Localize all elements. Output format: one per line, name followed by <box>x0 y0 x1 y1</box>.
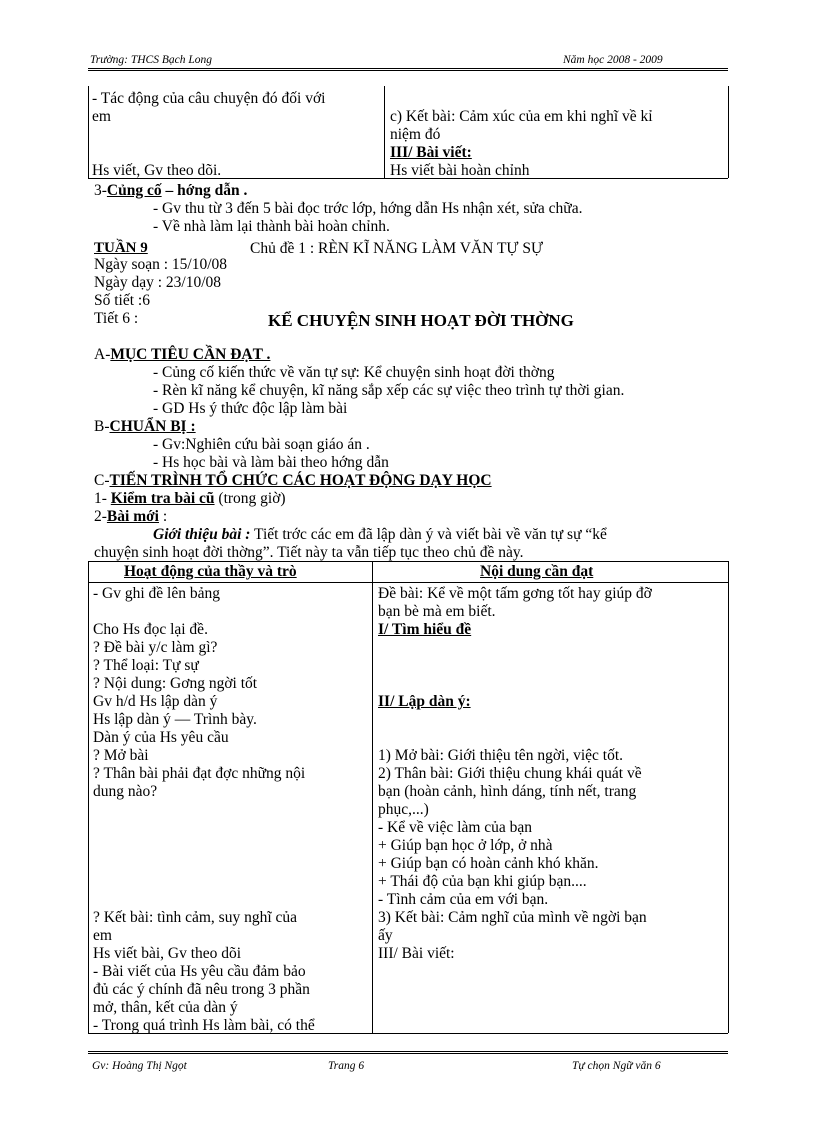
content-line: 3) Kết bài: Cảm nghĩ của mình về ngời bạn <box>378 909 647 926</box>
topic-label: Chủ đề 1 : <box>250 240 315 257</box>
footer-rule <box>88 1051 728 1054</box>
topic-title: RÈN KĨ NĂNG LÀM VĂN TỰ SỰ <box>318 240 543 257</box>
intro-label: Giới thiệu bài : <box>153 526 251 543</box>
main-table-mid <box>372 561 373 1033</box>
top-table-border-left <box>88 86 89 178</box>
sectionA-item-3: - GD Hs ý thức độc lập làm bài <box>153 400 348 417</box>
activity-line: ? Nội dung: Gơng ngời tốt <box>93 675 258 692</box>
section3-heading-b: – hớng dẫn . <box>161 182 248 199</box>
main-table-right <box>728 561 729 1033</box>
sectionB-item-1: - Gv:Nghiên cứu bài soạn giáo án . <box>153 436 370 453</box>
sectionA-heading <box>94 346 270 363</box>
intro-text-1: Tiết trớc các em đã lập dàn ý và viết bài về văn tự sự “kể <box>250 526 607 543</box>
content-line: ấy <box>378 927 393 944</box>
content-line <box>378 675 724 693</box>
sectionA-title: MỤC TIÊU CẦN ĐẠT . <box>110 346 271 363</box>
activity-line: Cho Hs đọc lại đề. <box>93 621 208 638</box>
main-table-left <box>88 561 89 1033</box>
top-right-line-5: Hs viết bài hoàn chỉnh <box>390 162 530 179</box>
sectionC-heading <box>94 472 492 489</box>
content-line <box>378 657 724 675</box>
sectionC-prefix: C- <box>94 472 110 489</box>
content-line <box>378 711 724 729</box>
activity-line <box>93 837 367 855</box>
section3-item-2: - Về nhà làm lại thành bài hoàn chỉnh. <box>153 218 390 235</box>
sectionA-item-1: - Củng cố kiến thức về văn tự sự: Kể chuyện sinh hoạt đời thờng <box>153 364 555 381</box>
activity-line: ? Mở bài <box>93 747 149 764</box>
section3-num: 3- <box>94 182 107 199</box>
activity-line: ? Kết bài: tình cảm, suy nghĩ của <box>93 909 298 926</box>
main-table-right-column <box>378 585 724 963</box>
content-line: bạn bè mà em biết. <box>378 603 496 620</box>
sectionC-title: TIẾN TRÌNH TỔ CHỨC CÁC HOẠT ĐỘNG DẠY HỌC <box>109 472 492 489</box>
header-rule <box>88 68 728 71</box>
sectionB-heading <box>94 418 196 435</box>
activity-line <box>93 603 367 621</box>
top-left-line-2: em <box>92 108 111 125</box>
main-table-left-column <box>93 585 367 1035</box>
sectionB-title: CHUẨN BỊ : <box>109 418 196 435</box>
sectionB-prefix: B- <box>94 418 110 435</box>
section3-item-1: - Gv thu từ 3 đến 5 bài đọc trớc lớp, hớng dẫn Hs nhận xét, sửa chữa. <box>153 200 583 217</box>
content-line: 2) Thân bài: Giới thiệu chung khái quát về <box>378 765 642 782</box>
activity-line <box>93 873 367 891</box>
date-prepared: Ngày soạn : 15/10/08 <box>94 256 228 273</box>
header-school: Trường: THCS Bạch Long <box>90 54 212 66</box>
sectionA-prefix: A- <box>94 346 111 363</box>
activity-line: ? Thể loại: Tự sự <box>93 657 199 674</box>
content-line: III/ Bài viết: <box>378 945 455 962</box>
intro-line-2: chuyện sinh hoạt đời thờng”. Tiết này ta vẫn tiếp tục theo chủ đề này. <box>94 544 524 561</box>
activity-line: Gv h/d Hs lập dàn ý <box>93 693 218 710</box>
top-right-line-2: c) Kết bài: Cảm xúc của em khi nghĩ về kỉ <box>390 108 653 125</box>
top-right-line-3: niệm đó <box>390 126 441 143</box>
main-table-top <box>88 561 728 562</box>
content-line: - Kể về việc làm của bạn <box>378 819 533 836</box>
step1-num: 1- <box>94 490 111 507</box>
sectionB-item-2: - Hs học bài và làm bài theo hớng dẫn <box>153 454 389 471</box>
content-line <box>378 639 724 657</box>
activity-line: dung nào? <box>93 783 158 800</box>
main-table-head-right: Nội dung cần đạt <box>480 563 594 580</box>
section3-heading-a: Củng cố <box>106 182 162 199</box>
footer-subject: Tự chọn Ngữ văn 6 <box>572 1060 661 1072</box>
activity-line <box>93 855 367 873</box>
content-line: bạn (hoàn cảnh, hình dáng, tính nết, trang <box>378 783 637 800</box>
activity-line: Dàn ý của Hs yêu cầu <box>93 729 229 746</box>
activity-line: đủ các ý chính đã nêu trong 3 phần <box>93 981 310 998</box>
activity-line <box>93 801 367 819</box>
step1-note: (trong giờ) <box>214 490 286 507</box>
step2-num: 2- <box>94 508 107 525</box>
top-left-line-1: - Tác động của câu chuyện đó đối với <box>92 90 326 107</box>
activity-line: - Gv ghi đề lên bảng <box>93 585 220 602</box>
content-line: I/ Tìm hiểu đề <box>378 621 472 638</box>
content-line: 1) Mở bài: Giới thiệu tên ngời, việc tốt. <box>378 747 623 764</box>
activity-line: ? Thân bài phải đạt đợc những nội <box>93 765 306 782</box>
activity-line <box>93 891 367 909</box>
content-line: II/ Lập dàn ý: <box>378 693 471 710</box>
sectionA-item-2: - Rèn kĩ năng kể chuyện, kĩ năng sắp xếp các sự việc theo trình tự thời gian. <box>153 382 625 399</box>
top-table-border-mid <box>384 86 385 178</box>
content-line: + Giúp bạn có hoàn cảnh khó khăn. <box>378 855 599 872</box>
activity-line: mở, thân, kết của dàn ý <box>93 999 238 1016</box>
period-label: Tiết 6 : <box>94 310 139 327</box>
activity-line: Hs lập dàn ý — Trình bày. <box>93 711 257 728</box>
section3-heading <box>94 182 247 199</box>
activity-line: ? Đề bài y/c làm gì? <box>93 639 218 656</box>
week-label: TUẦN 9 <box>94 240 148 256</box>
date-taught: Ngày dạy : 23/10/08 <box>94 274 221 291</box>
content-line: Đề bài: Kể về một tấm gơng tốt hay giúp đỡ <box>378 585 652 602</box>
top-table-border-right <box>728 86 729 178</box>
activity-line: - Trong quá trình Hs làm bài, có thể <box>93 1017 315 1034</box>
intro-line-1 <box>153 526 607 543</box>
content-line: + Giúp bạn học ở lớp, ở nhà <box>378 837 553 854</box>
main-table-head-bottom <box>88 582 728 583</box>
periods-count: Số tiết :6 <box>94 292 150 309</box>
activity-line: em <box>93 927 112 944</box>
main-table-head-left: Hoạt động của thầy và trò <box>124 563 297 580</box>
top-left-line-5: Hs viết, Gv theo dõi. <box>92 162 222 179</box>
step2-colon: : <box>159 508 168 525</box>
step1-line <box>94 490 286 507</box>
step1-heading: Kiểm tra bài cũ <box>110 490 215 507</box>
activity-line: Hs viết bài, Gv theo dõi <box>93 945 242 962</box>
step2-line <box>94 508 167 525</box>
top-right-line-4: III/ Bài viết: <box>390 144 472 161</box>
lesson-title: KỂ CHUYỆN SINH HOẠT ĐỜI THỜNG <box>268 311 574 330</box>
content-line <box>378 729 724 747</box>
activity-line <box>93 819 367 837</box>
header-school-year: Năm học 2008 - 2009 <box>563 54 663 66</box>
footer-teacher: Gv: Hoàng Thị Ngọt <box>92 1060 187 1072</box>
content-line: - Tình cảm của em với bạn. <box>378 891 549 908</box>
content-line: phục,...) <box>378 801 429 818</box>
step2-heading: Bài mới <box>106 508 159 525</box>
content-line: + Thái độ của bạn khi giúp bạn.... <box>378 873 587 890</box>
footer-page: Trang 6 <box>328 1060 365 1072</box>
activity-line: - Bài viết của Hs yêu cầu đảm bảo <box>93 963 306 980</box>
